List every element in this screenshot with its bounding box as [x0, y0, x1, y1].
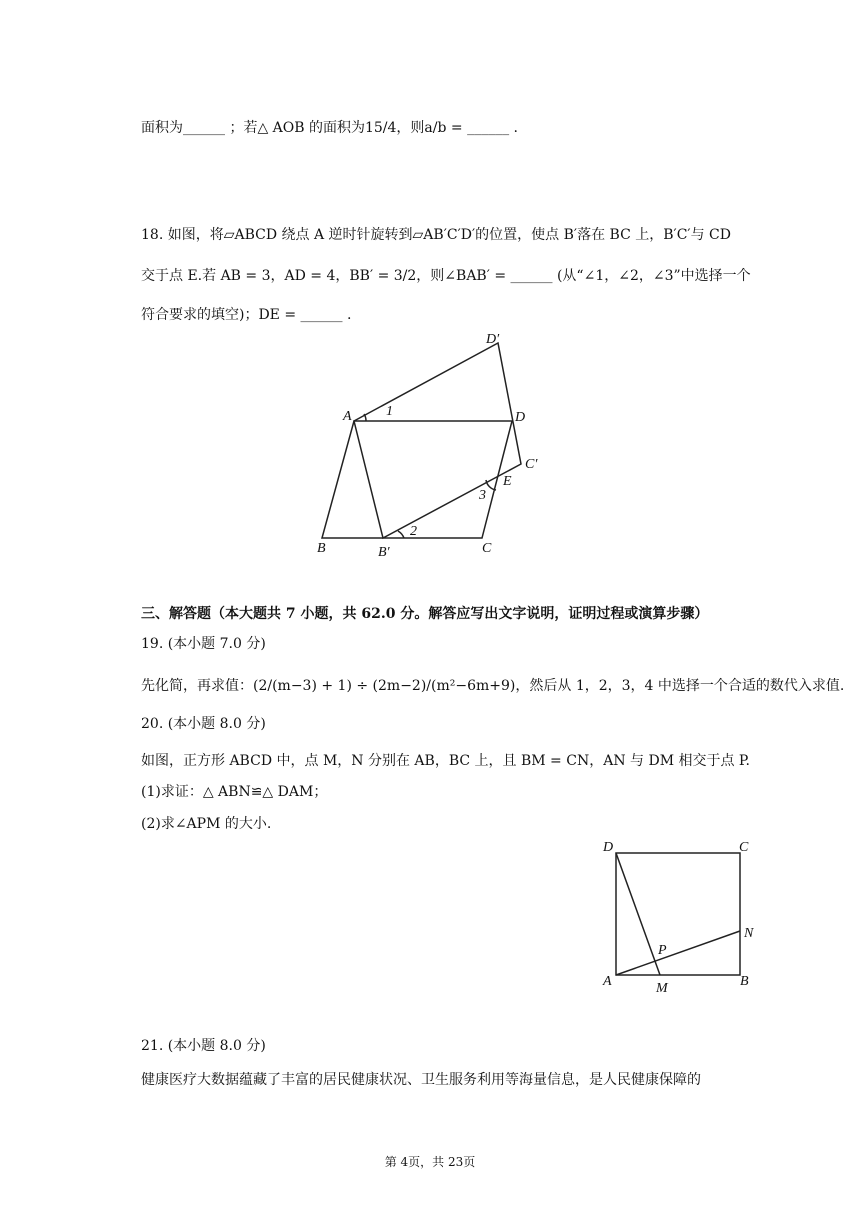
label-P: P — [658, 943, 667, 958]
label-N: N — [744, 926, 754, 941]
question-20-part2: (2)求∠APM 的大小. — [141, 816, 272, 832]
question-20-body: 如图，正方形 ABCD 中，点 M，N 分别在 AB，BC 上，且 BM = CN，AN 与 DM 相交于点 P. — [141, 753, 750, 769]
label-A: A — [603, 974, 612, 989]
question-21-header: 21. (本小题 8.0 分) — [141, 1038, 266, 1054]
label-C-prime: C′ — [525, 457, 538, 472]
question-18-line2: 交于点 E.若 AB = 3，AD = 4，BB′ = 3/2，则∠BAB′ = ______ (从“∠1，∠2，∠3”中选择一个 — [141, 268, 751, 284]
question-18-line1: 18. 如图，将▱ABCD 绕点 A 逆时针旋转到▱AB′C′D′的位置，使点 B′落在 BC 上，B′C′与 CD — [141, 227, 731, 243]
question-19-header: 19. (本小题 7.0 分) — [141, 636, 266, 652]
label-M: M — [656, 981, 668, 996]
label-A: A — [343, 409, 352, 424]
angle-1-label: 1 — [386, 404, 393, 419]
label-B: B — [317, 541, 326, 556]
label-B-prime: B′ — [378, 545, 390, 560]
label-C: C — [482, 541, 492, 556]
label-D: D — [603, 840, 614, 855]
angle-3-label: 3 — [479, 488, 486, 503]
question-20-header: 20. (本小题 8.0 分) — [141, 716, 266, 732]
question-19-body: 先化简，再求值：(2/(m−3) + 1) ÷ (2m−2)/(m²−6m+9)，然后从 1，2，3，4 中选择一个合适的数代入求值. — [141, 678, 845, 694]
label-E: E — [503, 474, 512, 489]
section-3-heading: 三、解答题（本大题共 7 小题，共 62.0 分。解答应写出文字说明，证明过程或演算步骤） — [141, 606, 709, 622]
question-20-part1: (1)求证：△ ABN≌△ DAM； — [141, 784, 328, 800]
page-footer: 第 4页，共 23页 — [384, 1155, 476, 1169]
angle-2-label: 2 — [410, 524, 417, 539]
label-D-prime: D′ — [486, 332, 500, 347]
label-B: B — [740, 974, 749, 989]
label-D: D — [515, 410, 526, 425]
label-C: C — [739, 840, 749, 855]
line-area-answer: 面积为______ ；若△ AOB 的面积为15/4，则a/b = ______ . — [141, 120, 518, 136]
question-21-body: 健康医疗大数据蕴藏了丰富的居民健康状况、卫生服务利用等海量信息，是人民健康保障的 — [141, 1072, 701, 1088]
question-18-line3: 符合要求的填空)；DE = ______ . — [141, 307, 352, 323]
